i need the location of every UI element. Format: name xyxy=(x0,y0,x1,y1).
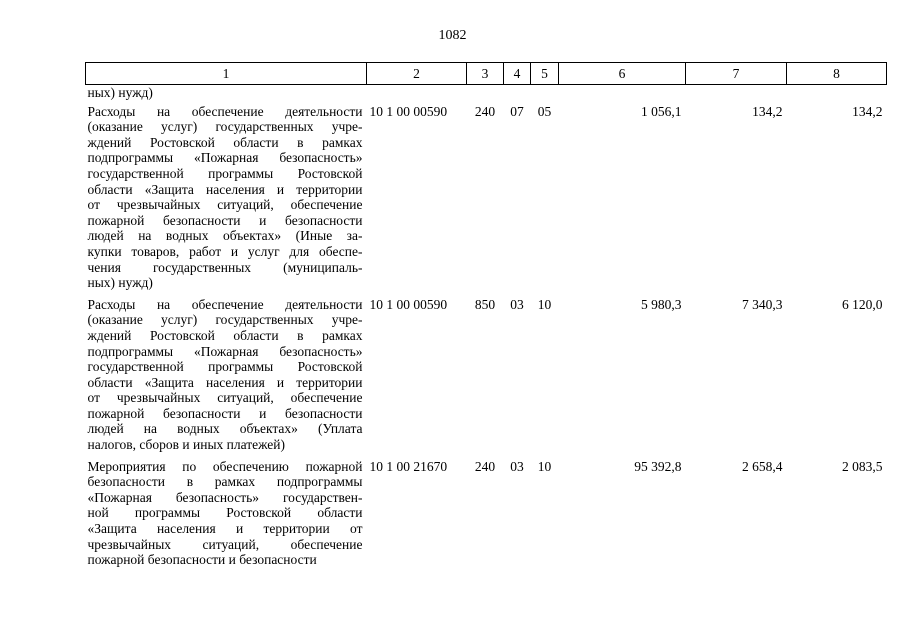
description-line: области «Защита населения и территории xyxy=(87,374,363,390)
description-line: чения государственных (муниципаль- xyxy=(87,259,363,275)
row-value-col8: 2 083,5 xyxy=(842,458,883,474)
table-row xyxy=(86,294,887,456)
row-value-col8: 134,2 xyxy=(852,103,883,119)
header-col-7: 7 xyxy=(686,63,787,85)
row-value-col8: 6 120,0 xyxy=(842,296,883,312)
description-line: людей на водных объектах» (Уплата xyxy=(87,421,363,437)
description-line: Мероприятия по обеспечению пожарной xyxy=(87,458,363,474)
row-value-col7: 2 658,4 xyxy=(742,458,783,474)
table-header-row xyxy=(86,63,887,85)
continuation-row xyxy=(86,85,887,101)
description-line: ных) нужд) xyxy=(87,275,153,291)
row-target-code: 10 1 00 21670 xyxy=(369,458,448,474)
description-line: пожарной безопасности и безопасности xyxy=(87,405,363,421)
description-line: от чрезвычайных ситуаций, обеспечение xyxy=(87,197,363,213)
row-value-col6: 95 392,8 xyxy=(634,458,682,474)
description-line: подпрограммы «Пожарная безопасность» xyxy=(87,150,363,166)
description-line: пожарной безопасности и безопасности xyxy=(87,212,363,228)
row-description xyxy=(86,456,367,571)
row-value-col6: 5 980,3 xyxy=(641,296,682,312)
row-target-code: 10 1 00 00590 xyxy=(369,103,448,119)
description-line: «Защита населения и территории от xyxy=(87,521,363,537)
description-line: области «Защита населения и территории xyxy=(87,181,363,197)
row-section: 07 xyxy=(510,103,524,119)
row-subsection: 10 xyxy=(537,296,552,312)
description-line: от чрезвычайных ситуаций, обеспечение xyxy=(87,390,363,406)
description-line: налогов, сборов и иных платежей) xyxy=(87,437,286,453)
description-line: Расходы на обеспечение деятельности xyxy=(87,103,363,119)
description-line: ждений Ростовской области в рамках xyxy=(87,327,363,343)
row-subsection: 05 xyxy=(537,103,552,119)
row-description xyxy=(86,294,367,456)
description-line: (оказание услуг) государственных учре- xyxy=(87,312,363,328)
row-section: 03 xyxy=(510,458,524,474)
row-value-col7: 7 340,3 xyxy=(742,296,783,312)
header-col-1: 1 xyxy=(86,63,367,85)
description-line: (оказание услуг) государственных учре- xyxy=(87,119,363,135)
description-line: государственной программы Ростовской xyxy=(87,165,363,181)
header-col-5: 5 xyxy=(531,63,559,85)
row-section: 03 xyxy=(510,296,524,312)
description-line: пожарной безопасности и безопасности xyxy=(87,552,317,568)
budget-table xyxy=(85,62,887,571)
description-line: безопасности в рамках подпрограммы xyxy=(87,474,363,490)
description-line: чрезвычайных ситуаций, обеспечение xyxy=(87,536,363,552)
row-description xyxy=(86,101,367,294)
row-expense-type: 240 xyxy=(474,103,496,119)
description-line: государственной программы Ростовской xyxy=(87,359,363,375)
row-value-col7: 134,2 xyxy=(752,103,783,119)
description-line: купки товаров, работ и услуг для обеспе- xyxy=(87,243,363,259)
description-line: «Пожарная безопасность» государствен- xyxy=(87,489,363,505)
header-col-4: 4 xyxy=(504,63,531,85)
header-col-2: 2 xyxy=(367,63,467,85)
continuation-text: ных) нужд) xyxy=(87,85,153,100)
row-expense-type: 850 xyxy=(474,296,496,312)
row-target-code: 10 1 00 00590 xyxy=(369,296,448,312)
row-expense-type: 240 xyxy=(474,458,496,474)
row-value-col6: 1 056,1 xyxy=(641,103,682,119)
table-row xyxy=(86,456,887,571)
description-line: ной программы Ростовской области xyxy=(87,505,363,521)
header-col-3: 3 xyxy=(467,63,504,85)
description-line: подпрограммы «Пожарная безопасность» xyxy=(87,343,363,359)
description-line: людей на водных объектах» (Иные за- xyxy=(87,228,363,244)
description-line: Расходы на обеспечение деятельности xyxy=(87,296,363,312)
header-col-8: 8 xyxy=(787,63,887,85)
page-number: 1082 xyxy=(438,28,467,43)
header-col-6: 6 xyxy=(559,63,686,85)
description-line: ждений Ростовской области в рамках xyxy=(87,134,363,150)
row-subsection: 10 xyxy=(537,458,552,474)
table-row xyxy=(86,101,887,294)
